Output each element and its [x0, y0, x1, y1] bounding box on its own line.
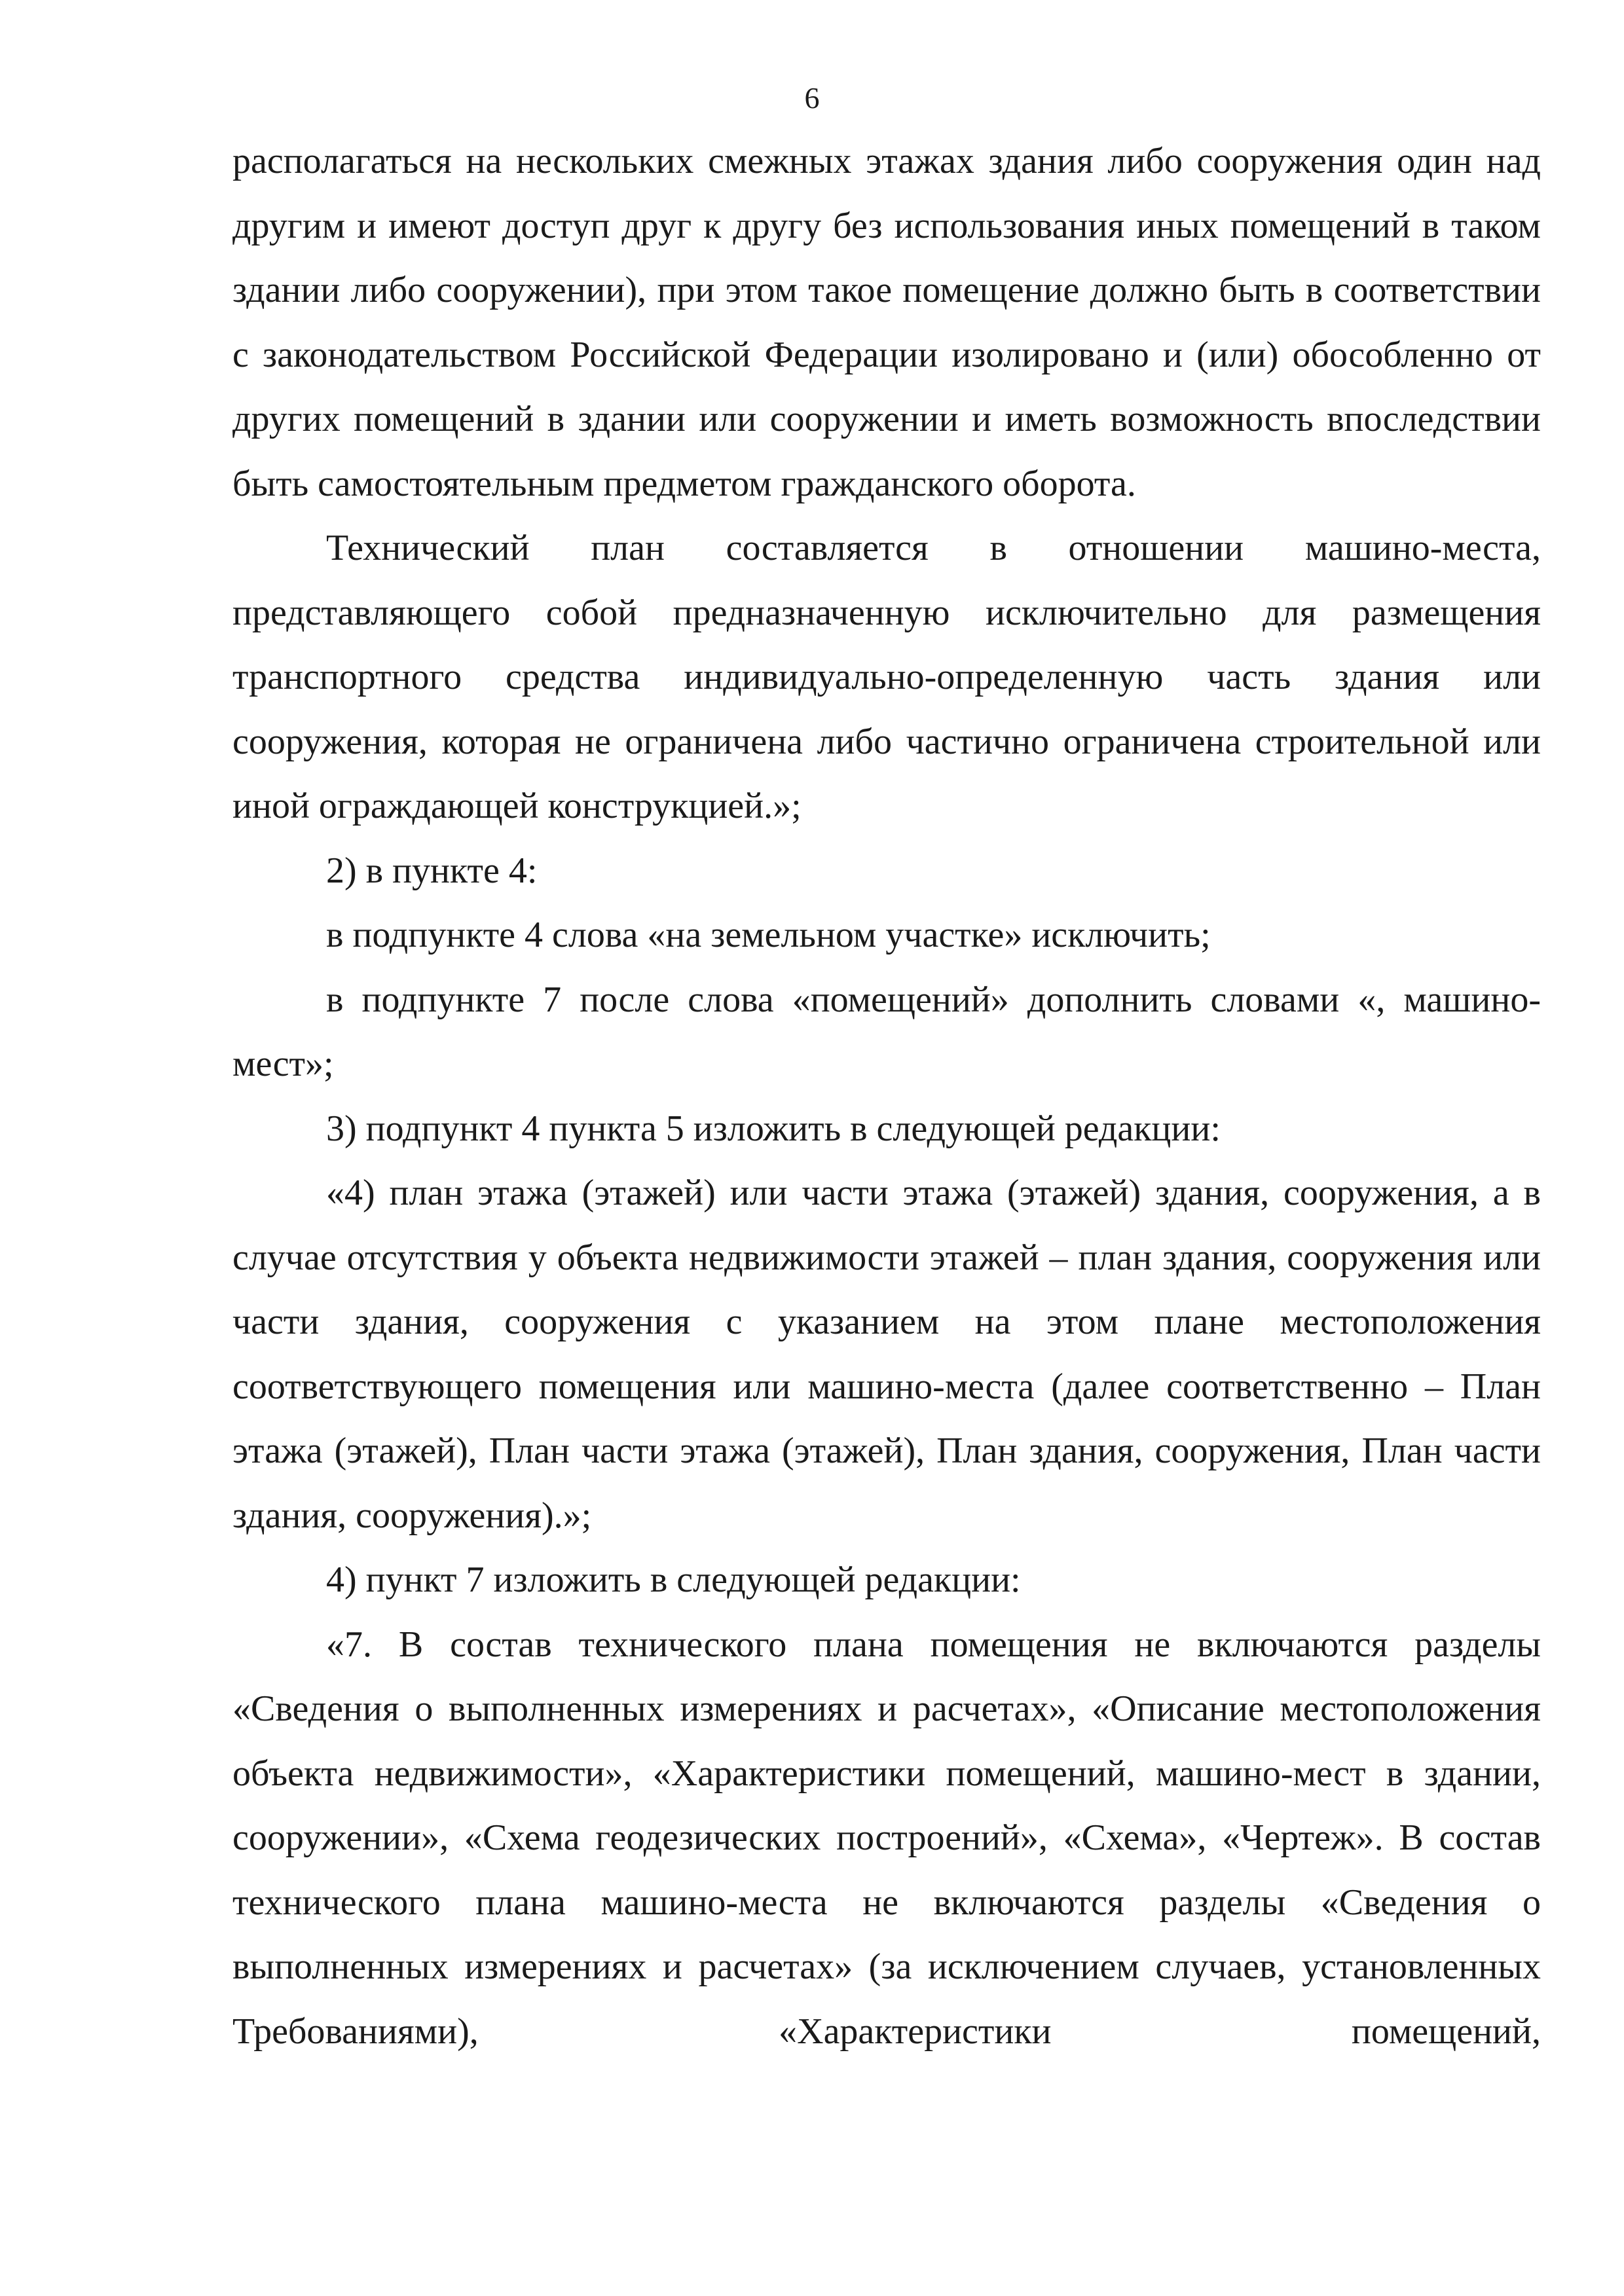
paragraph-subitem-4: в подпункте 4 слова «на земельном участке» исключить;: [326, 915, 1211, 955]
page-number: 6: [804, 81, 820, 115]
paragraph-item-4: 4) пункт 7 изложить в следующей редакции:: [326, 1559, 1021, 1600]
paragraph-continuation: располагаться на нескольких смежных этажах здания либо сооружения один над другим и имеют доступ друг к другу без использования иных помещений в таком здании либо сооружении), при этом такое помещение должно быть в соответствии с законодательством Российской Федерации изолировано и (или) обособленно от других помещений в здании или сооружении и иметь возможность впоследствии быть самостоятельным предметом гражданского оборота.: [232, 141, 1541, 504]
document-body: [232, 129, 1541, 2064]
paragraph-quoted-7: «7. В состав технического плана помещения не включаются разделы «Сведения о выполненных измерениях и расчетах», «Описание местоположения объекта недвижимости», «Характеристики помещений, машино-мест в здании, сооружении», «Схема геодезических построений», «Схема», «Чертеж». В состав технического плана машино-места не включаются разделы «Сведения о выполненных измерениях и расчетах» (за исключением случаев, установленных Требованиями), «Характеристики помещений,: [232, 1624, 1541, 2052]
paragraph-subitem-7: в подпункте 7 после слова «помещений» дополнить словами «, машино-мест»;: [232, 979, 1541, 1084]
paragraph-quoted-4: «4) план этажа (этажей) или части этажа (этажей) здания, сооружения, а в случае отсутствия у объекта недвижимости этажей – план здания, сооружения или части здания, сооружения с указанием на этом плане местоположения соответствующего помещения или машино-места (далее соответственно – План этажа (этажей), План части этажа (этажей), План здания, сооружения, План части здания, сооружения).»;: [232, 1173, 1541, 1536]
paragraph-technical-plan: Технический план составляется в отношении машино-места, представляющего собой предназначенную исключительно для размещения транспортного средства индивидуально-определенную часть здания или сооружения, которая не ограничена либо частично ограничена строительной или иной ограждающей конструкцией.»;: [232, 528, 1541, 826]
paragraph-item-2: 2) в пункте 4:: [326, 850, 538, 891]
paragraph-item-3: 3) подпункт 4 пункта 5 изложить в следующей редакции:: [326, 1108, 1221, 1149]
